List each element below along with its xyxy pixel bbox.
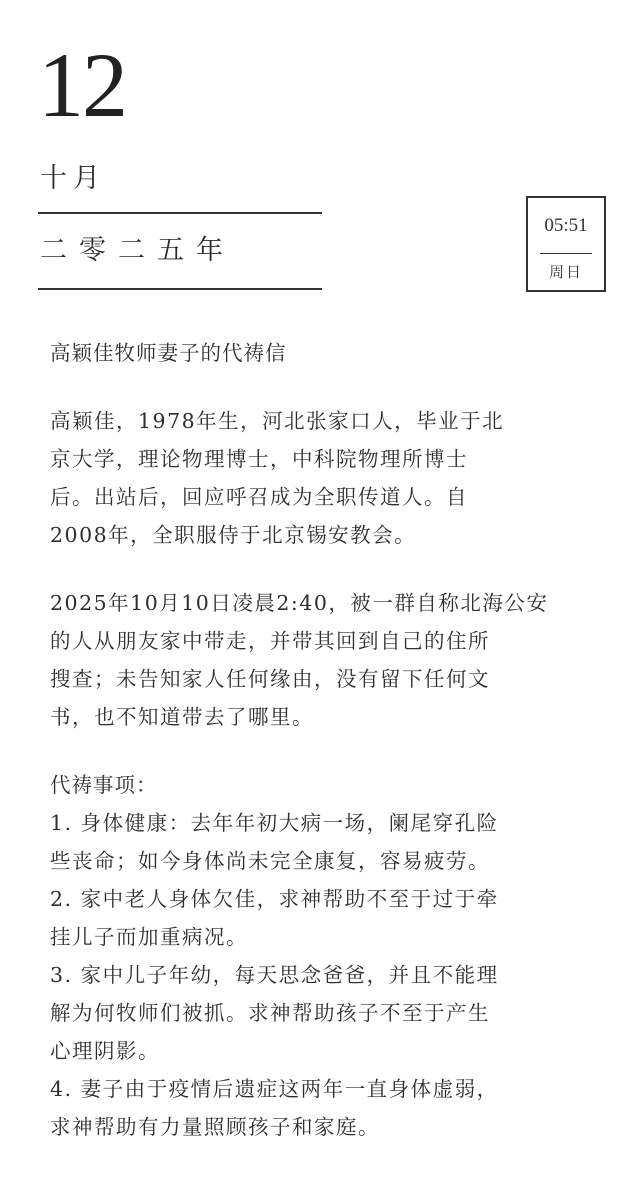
calendar-month: 十月 (40, 163, 106, 194)
prayer-item: 3. 家中儿子年幼，每天思念爸爸，并且不能理 解为何牧师们被抓。求神帮助孩子不至于产生 心理阴影。 (50, 963, 499, 1063)
calendar-year: 二零二五年 (40, 235, 235, 266)
prayer-list (50, 804, 598, 1146)
divider-top (38, 212, 322, 214)
intro-paragraph: 高颖佳，1978年生，河北张家口人，毕业于北 京大学，理论物理博士，中科院物理所博士 后。出站后，回应呼召成为全职传道人。自 2008年，全职服侍于北京锡安教会。 (50, 409, 505, 547)
time-box-divider (540, 253, 592, 254)
time-label: 05:51 (544, 215, 588, 236)
calendar-day: 12 (38, 34, 126, 136)
time-box (526, 196, 606, 292)
prayer-item: 1. 身体健康：去年年初大病一场，阑尾穿孔险 些丧命；如今身体尚未完全康复，容易疲劳。 (50, 811, 499, 873)
prayer-item: 4. 妻子由于疫情后遗症这两年一直身体虚弱， 求神帮助有力量照顾孩子和家庭。 (50, 1077, 499, 1139)
event-paragraph: 2025年10月10日凌晨2:40，被一群自称北海公安 的人从朋友家中带走，并带其回到自己的住所 搜查；未告知家人任何缘由，没有留下任何文 书，也不知道带去了哪里。 (50, 591, 549, 729)
weekday-label: 周日 (548, 263, 583, 281)
letter-title: 高颖佳牧师妻子的代祷信 (50, 341, 287, 365)
prayer-item: 2. 家中老人身体欠佳，求神帮助不至于过于牵 挂儿子而加重病况。 (50, 887, 499, 949)
divider-bottom (38, 288, 322, 290)
prayer-heading: 代祷事项： (50, 773, 158, 797)
letter-content (50, 334, 598, 1146)
